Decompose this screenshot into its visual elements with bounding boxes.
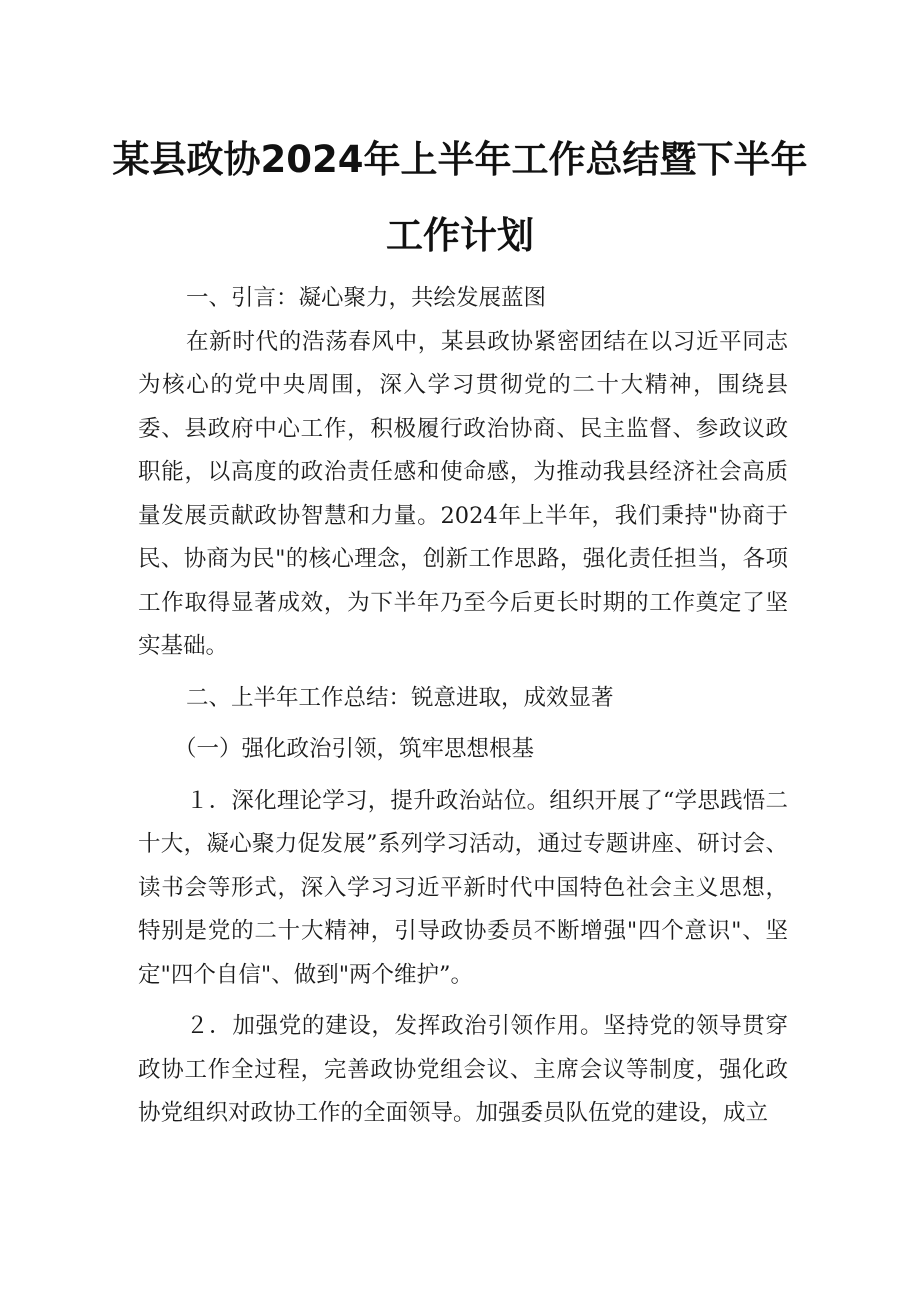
list-item-2: ２．加强党的建设，发挥政治引领作用。坚持党的领导贯穿政协工作全过程，完善政协党组会议、主席会议等制度，强化政协党组织对政协工作的全面领导。加强委员队伍党的建设，成立	[138, 1013, 788, 1126]
list-item-1: １．深化理论学习，提升政治站位。组织开展了“学思践悟二十大，凝心聚力促发展”系列学习活动，通过专题讲座、研讨会、读书会等形式，深入学习习近平新时代中国特色社会主义思想，特别是党的二十大精神，引导政协委员不断增强"四个意识"、坚定"四个自信"、做到"两个维护”。	[138, 787, 788, 988]
subsection1-heading: （一）强化政治引领，筑牢思想根基	[174, 736, 535, 762]
document-title-line2: 工作计划	[386, 214, 534, 257]
section2-heading: 二、上半年工作总结：锐意进取，成效显著	[186, 684, 614, 711]
paragraph-introduction: 在新时代的浩荡春风中，某县政协紧密团结在以习近平同志为核心的党中央周围，深入学习贯彻党的二十大精神，围绕县委、县政府中心工作，积极履行政治协商、民主监督、参政议政职能，以高度的政治责任感和使命感，为推动我县经济社会高质量发展贡献政协智慧和力量。2024年上半年，我们秉持"协商于民、协商为民"的核心理念，创新工作思路，强化责任担当，各项工作取得显著成效，为下半年乃至今后更长时期的工作奠定了坚实基础。	[138, 328, 788, 659]
document-title-line1: 某县政协2024年上半年工作总结暨下半年	[112, 138, 808, 181]
section1-heading: 一、引言：凝心聚力，共绘发展蓝图	[186, 285, 547, 311]
document-body	[138, 277, 788, 1136]
